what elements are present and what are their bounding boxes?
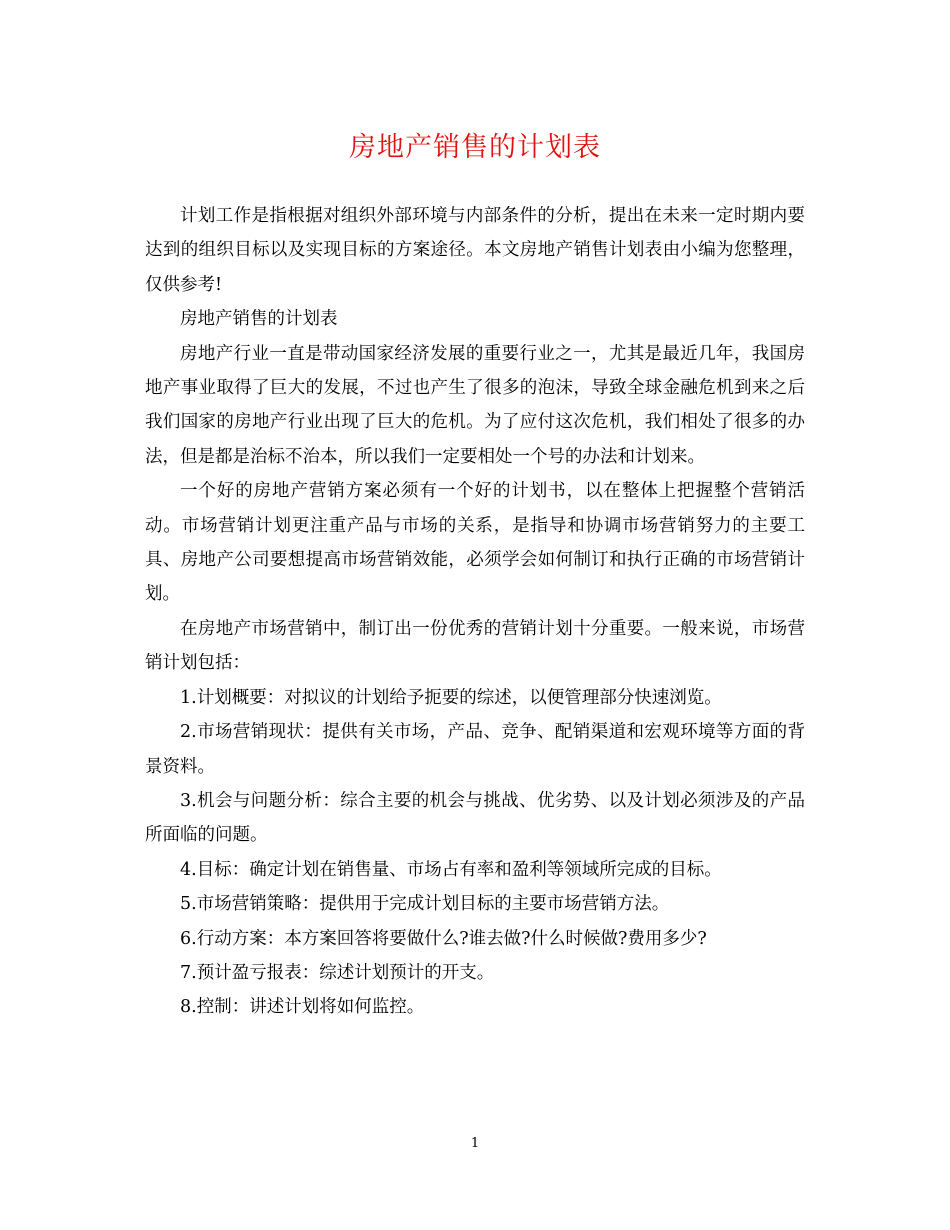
list-item-7: 7.预计盈亏报表：综述计划预计的开支。 [180,962,495,983]
list-item-3: 3.机会与问题分析：综合主要的机会与挑战、优劣势、以及计划必须涉及的产品所面临的问题。 [145,790,805,846]
list-item-6: 6.行动方案：本方案回答将要做什么?谁去做?什么时候做?费用多少? [180,928,707,949]
paragraph-plan-includes: 在房地产市场营销中，制订出一份优秀的营销计划十分重要。一般来说，市场营销计划包括： [145,618,805,674]
paragraph-subheading: 房地产销售的计划表 [180,309,338,330]
list-item-2: 2.市场营销现状：提供有关市场，产品、竞争、配销渠道和宏观环境等方面的背景资料。 [145,722,805,777]
page-number: 1 [470,1136,480,1151]
list-item-4: 4.目标：确定计划在销售量、市场占有率和盈利等领域所完成的目标。 [180,859,722,880]
paragraph-intro: 计划工作是指根据对组织外部环境与内部条件的分析，提出在未来一定时期内要达到的组织目标以及实现目标的方案途径。本文房地产销售计划表由小编为您整理，仅供参考! [145,206,805,295]
list-item-1: 1.计划概要：对拟议的计划给予扼要的综述，以便管理部分快速浏览。 [180,687,722,708]
list-item-5: 5.市场营销策略：提供用于完成计划目标的主要市场营销方法。 [180,894,670,915]
document-body [145,199,805,1025]
list-item-8: 8.控制：讲述计划将如何监控。 [180,997,425,1018]
paragraph-industry: 房地产行业一直是带动国家经济发展的重要行业之一，尤其是最近几年，我国房地产事业取得了巨大的发展，不过也产生了很多的泡沫，导致全球金融危机到来之后我们国家的房地产行业出现了巨大的危机。为了应付这次危机，我们相处了很多的办法，但是都是治标不治本，所以我们一定要相处一个号的办法和计划来。 [145,343,805,467]
paragraph-marketing-plan: 一个好的房地产营销方案必须有一个好的计划书，以在整体上把握整个营销活动。市场营销计划更注重产品与市场的关系，是指导和协调市场营销努力的主要工具、房地产公司要想提高市场营销效能，必须学会如何制订和执行正确的市场营销计划。 [145,481,805,605]
document-title: 房地产销售的计划表 [349,132,601,163]
